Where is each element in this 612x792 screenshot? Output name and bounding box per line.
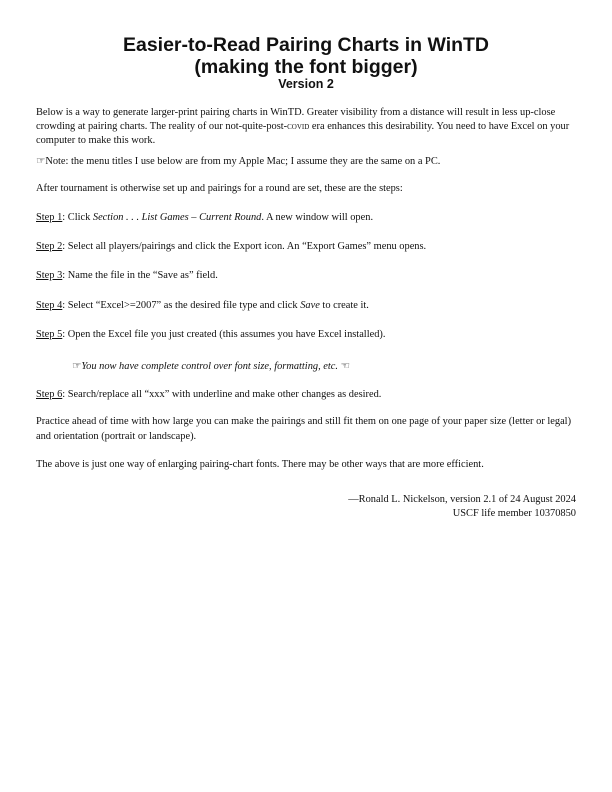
step-2-label: Step 2 bbox=[36, 241, 63, 253]
step-5 bbox=[36, 328, 576, 342]
signature-line-1: —Ronald L. Nickelson, version 2.1 of 24 August 2024 bbox=[348, 494, 576, 506]
step-4-pre: : Select “Excel>=2007” as the desired file type and click bbox=[62, 299, 301, 311]
step-5-label: Step 5 bbox=[36, 328, 63, 340]
step-4-post: to create it. bbox=[319, 299, 369, 311]
note-paragraph bbox=[36, 155, 576, 169]
step-5-text: : Open the Excel file you just created (this assumes you have Excel installed). bbox=[62, 328, 386, 340]
intro-covid: covid bbox=[287, 121, 310, 133]
step-4-label: Step 4 bbox=[36, 299, 63, 311]
callout-line bbox=[72, 360, 576, 374]
step-6-label: Step 6 bbox=[36, 389, 63, 401]
step-3-text: : Name the file in the “Save as” field. bbox=[62, 270, 218, 282]
intro-paragraph bbox=[36, 106, 576, 149]
intro-text-2: era enhances this desirability. You need to have Excel on your computer to make this work. bbox=[36, 121, 570, 147]
version-label: Version 2 bbox=[278, 77, 334, 91]
callout-text: You now have complete control over font size, formatting, etc. bbox=[81, 361, 338, 373]
step-1-post: . A new window will open. bbox=[261, 212, 374, 224]
step-3 bbox=[36, 269, 576, 283]
step-1-pre: : Click bbox=[62, 212, 93, 224]
step-2-text: : Select all players/pairings and click the Export icon. An “Export Games” menu opens. bbox=[62, 241, 427, 253]
pointing-hand-icon: ☞ bbox=[36, 155, 46, 167]
step-1-menu-path: Section . . . List Games – Current Round bbox=[92, 212, 262, 224]
above-paragraph: The above is just one way of enlarging pairing-chart fonts. There may be other ways that are more efficient. bbox=[36, 458, 484, 470]
step-6 bbox=[36, 388, 576, 402]
title-line-2: (making the font bigger) bbox=[194, 56, 418, 78]
step-6-text: : Search/replace all “xxx” with underline and make other changes as desired. bbox=[62, 389, 382, 401]
step-2 bbox=[36, 240, 576, 254]
step-4 bbox=[36, 299, 576, 313]
step-3-label: Step 3 bbox=[36, 270, 63, 282]
step-1-label: Step 1 bbox=[36, 212, 63, 224]
step-4-save: Save bbox=[300, 299, 320, 311]
after-paragraph: After tournament is otherwise set up and pairings for a round are set, these are the steps: bbox=[36, 182, 403, 194]
step-1 bbox=[36, 211, 576, 225]
practice-paragraph: Practice ahead of time with how large you can make the pairings and still fit them on one page of your paper size (letter or legal) and orientation (portrait or landscape). bbox=[36, 416, 572, 442]
title-line-1: Easier-to-Read Pairing Charts in WinTD bbox=[122, 34, 490, 56]
pointing-hand-left-icon: ☜ bbox=[340, 361, 350, 373]
intro-text-1: Below is a way to generate larger-print pairing charts in WinTD. Greater visibility from a distance will result in less up-close crowding at pairing charts. The reality of our not-quite-post- bbox=[36, 107, 556, 133]
pointing-hand-right-icon: ☞ bbox=[72, 361, 82, 373]
note-text: Note: the menu titles I use below are from my Apple Mac; I assume they are the same on a PC. bbox=[45, 155, 441, 167]
signature-line-2: USCF life member 10370850 bbox=[452, 508, 576, 520]
document-page bbox=[36, 34, 576, 521]
